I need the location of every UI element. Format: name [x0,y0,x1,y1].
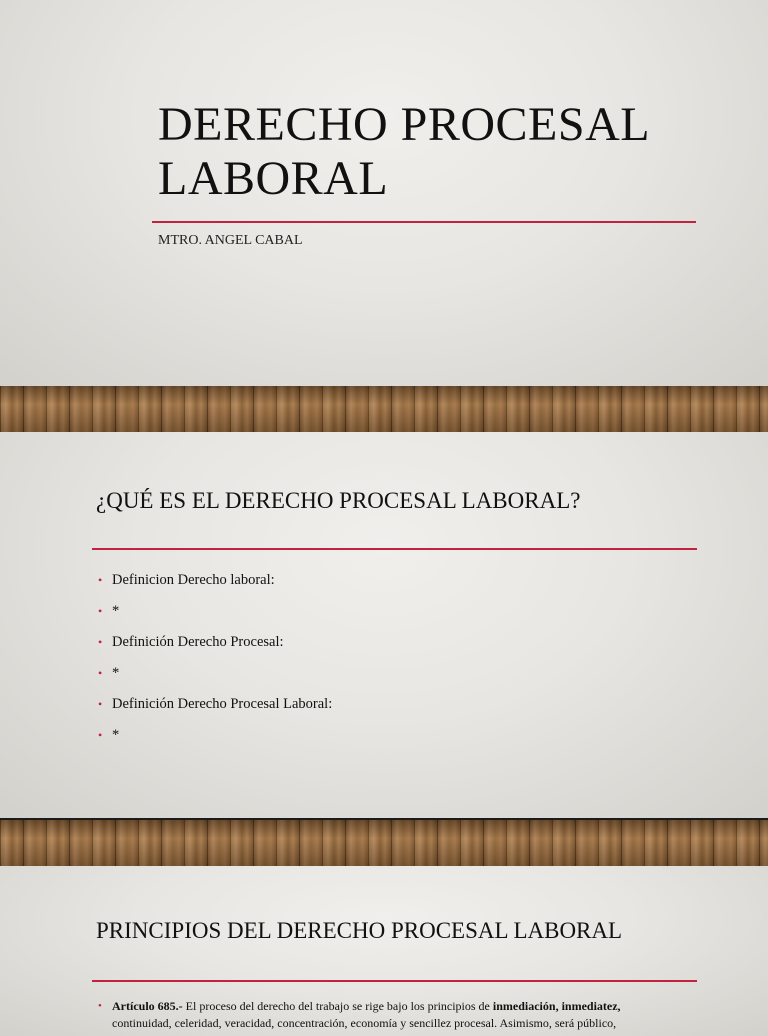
bullet-icon: • [98,1000,102,1012]
article-line2: continuidad, celeridad, veracidad, concentración, economía y sencillez procesal. Asimismo, será público, [112,1016,617,1030]
list-item: • Definición Derecho Procesal: [98,634,284,650]
principles-slide [0,866,768,1036]
wood-floor-divider [0,386,768,432]
bullet-icon: • [98,666,103,680]
definition-slide [0,432,768,818]
list-item: • Definicion Derecho laboral: [98,572,275,588]
list-item: • * [98,665,120,681]
heading-divider [92,980,697,982]
wood-floor-divider [0,820,768,866]
heading-divider [92,548,697,550]
bullet-icon: • [98,697,103,711]
list-item: • Definición Derecho Procesal Laboral: [98,696,333,712]
article-bold: inmediación, inmediatez, [492,999,621,1013]
title-slide [0,0,768,386]
title-divider [152,221,696,223]
bullet-icon: • [98,635,103,649]
bullet-icon: • [98,728,103,742]
list-item: • * [98,603,120,619]
bullet-icon: • [98,604,103,618]
slide-heading: PRINCIPIOS DEL DERECHO PROCESAL LABORAL [96,918,623,943]
bullet-list [98,570,332,756]
slide-heading: ¿QUÉ ES EL DERECHO PROCESAL LABORAL? [96,488,581,513]
bullet-icon: • [98,573,103,587]
article-text: El proceso del derecho del trabajo se rige bajo los principios de [182,999,493,1013]
list-item: • * [98,727,120,743]
article-paragraph [98,998,682,1032]
slide-subtitle: MTRO. ANGEL CABAL [158,233,303,248]
article-label: Artículo 685.- [112,999,183,1013]
slide-title: DERECHO PROCESAL LABORAL [158,98,651,205]
